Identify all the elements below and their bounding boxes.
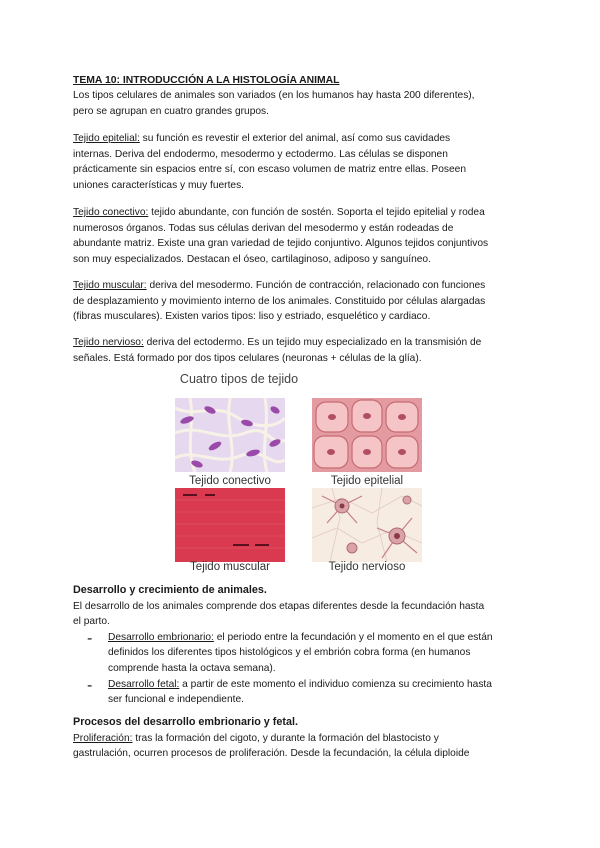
procesos-section — [73, 715, 533, 762]
conectivo-line: son muy especializados. Destacan el óseo, cartilaginoso, adiposo y sanguíneo. — [73, 253, 431, 265]
muscular-term: Tejido muscular: — [73, 280, 147, 291]
caption-epitelial: Tejido epitelial — [330, 475, 404, 487]
intro-line: pero se agrupan en cuatro grandes grupos. — [73, 105, 269, 117]
list-dash: - — [87, 629, 93, 647]
intro-paragraph — [73, 88, 533, 119]
page-title: TEMA 10: INTRODUCCIÓN A LA HISTOLOGÍA ANIMAL — [73, 75, 340, 86]
tissue-figure — [104, 372, 432, 577]
fetal-line: a partir de este momento el individuo comienza su crecimiento hasta — [179, 678, 492, 690]
proliferacion-term: Proliferación: — [73, 732, 133, 744]
nervioso-paragraph — [73, 335, 533, 366]
epitelial-paragraph — [73, 131, 533, 193]
muscular-line: (fibras musculares). Existen varios tipos: liso y estriado, esquelético y cardiaco. — [73, 311, 431, 323]
desarrollo-heading: Desarrollo y crecimiento de animales. — [73, 584, 267, 596]
epitelial-line: prácticamente sin espacios entre sí, con escaso volumen de matriz entre ellas. Poseen — [73, 164, 466, 176]
conectivo-paragraph — [73, 205, 533, 267]
conectivo-line: tejido abundante, con función de sostén. Soporta el tejido epitelial y rodea — [148, 207, 485, 218]
intro-line: Los tipos celulares de animales son variados (en los humanos hay hasta 200 diferentes), — [73, 90, 475, 101]
muscular-line: deriva del mesodermo. Función de contracción, relacionado con funciones — [146, 280, 486, 291]
embrionario-line: comprende hasta la octava semana). — [108, 662, 276, 674]
nervioso-line: deriva del ectodermo. Es un tejido muy especializado en la transmisión de — [143, 337, 482, 348]
nervioso-line: señales. Está formado por dos tipos celulares (neuronas + células de la glía). — [73, 352, 422, 364]
list-item — [73, 677, 533, 708]
procesos-line: gastrulación, ocurren procesos de proliferación. Desde la fecundación, la célula diploide — [73, 748, 470, 760]
figure-title: Cuatro tipos de tejido — [179, 372, 299, 386]
nervioso-term: Tejido nervioso: — [73, 337, 144, 348]
procesos-line: tras la formación del cigoto, y durante la formación del blastocisto y — [132, 732, 439, 744]
fetal-term: Desarrollo fetal: — [108, 678, 180, 690]
caption-nervioso: Tejido nervioso — [328, 561, 406, 573]
epitelial-line: uniones características y muy fuertes. — [73, 179, 244, 191]
desarrollo-line: El desarrollo de los animales comprende dos etapas diferentes desde la fecundación hasta — [73, 600, 485, 612]
muscular-line: de desplazamiento y movimiento interno de los animales. Constituido por células alargadas — [73, 295, 486, 307]
embrionario-line: definidos los diferentes tipos histológicos y el embrión cobra forma (en humanos — [108, 647, 471, 659]
embrionario-line: el periodo entre la fecundación y el momento en el que están — [213, 631, 493, 643]
conectivo-term: Tejido conectivo: — [73, 207, 149, 218]
conectivo-image — [175, 398, 285, 472]
muscular-paragraph — [73, 278, 533, 325]
caption-muscular: Tejido muscular — [190, 561, 270, 573]
nervioso-image — [312, 488, 422, 562]
conectivo-line: abundante matriz. Existe una gran variedad de tejido conjuntivo. Algunos tejidos conjuntivos — [73, 238, 489, 250]
list-item — [73, 630, 533, 677]
epitelial-term: Tejido epitelial: — [73, 133, 140, 144]
muscular-image — [175, 488, 285, 562]
caption-conectivo: Tejido conectivo — [189, 475, 271, 487]
list-dash: - — [87, 676, 93, 694]
desarrollo-section — [73, 583, 533, 708]
epitelial-line: internas. Deriva del endodermo, mesodermo y ectodermo. Las células se disponen — [73, 148, 448, 160]
procesos-heading: Procesos del desarrollo embrionario y fetal. — [73, 716, 299, 728]
epitelial-image — [312, 398, 422, 472]
embrionario-term: Desarrollo embrionario: — [108, 631, 214, 643]
fetal-line: ser funcional e independiente. — [108, 694, 244, 706]
desarrollo-line: el parto. — [73, 616, 110, 628]
epitelial-line: su función es revestir el exterior del animal, así como sus cavidades — [139, 133, 451, 144]
conectivo-line: numerosos órganos. Todas sus células derivan del mesodermo y están rodeadas de — [73, 222, 454, 234]
